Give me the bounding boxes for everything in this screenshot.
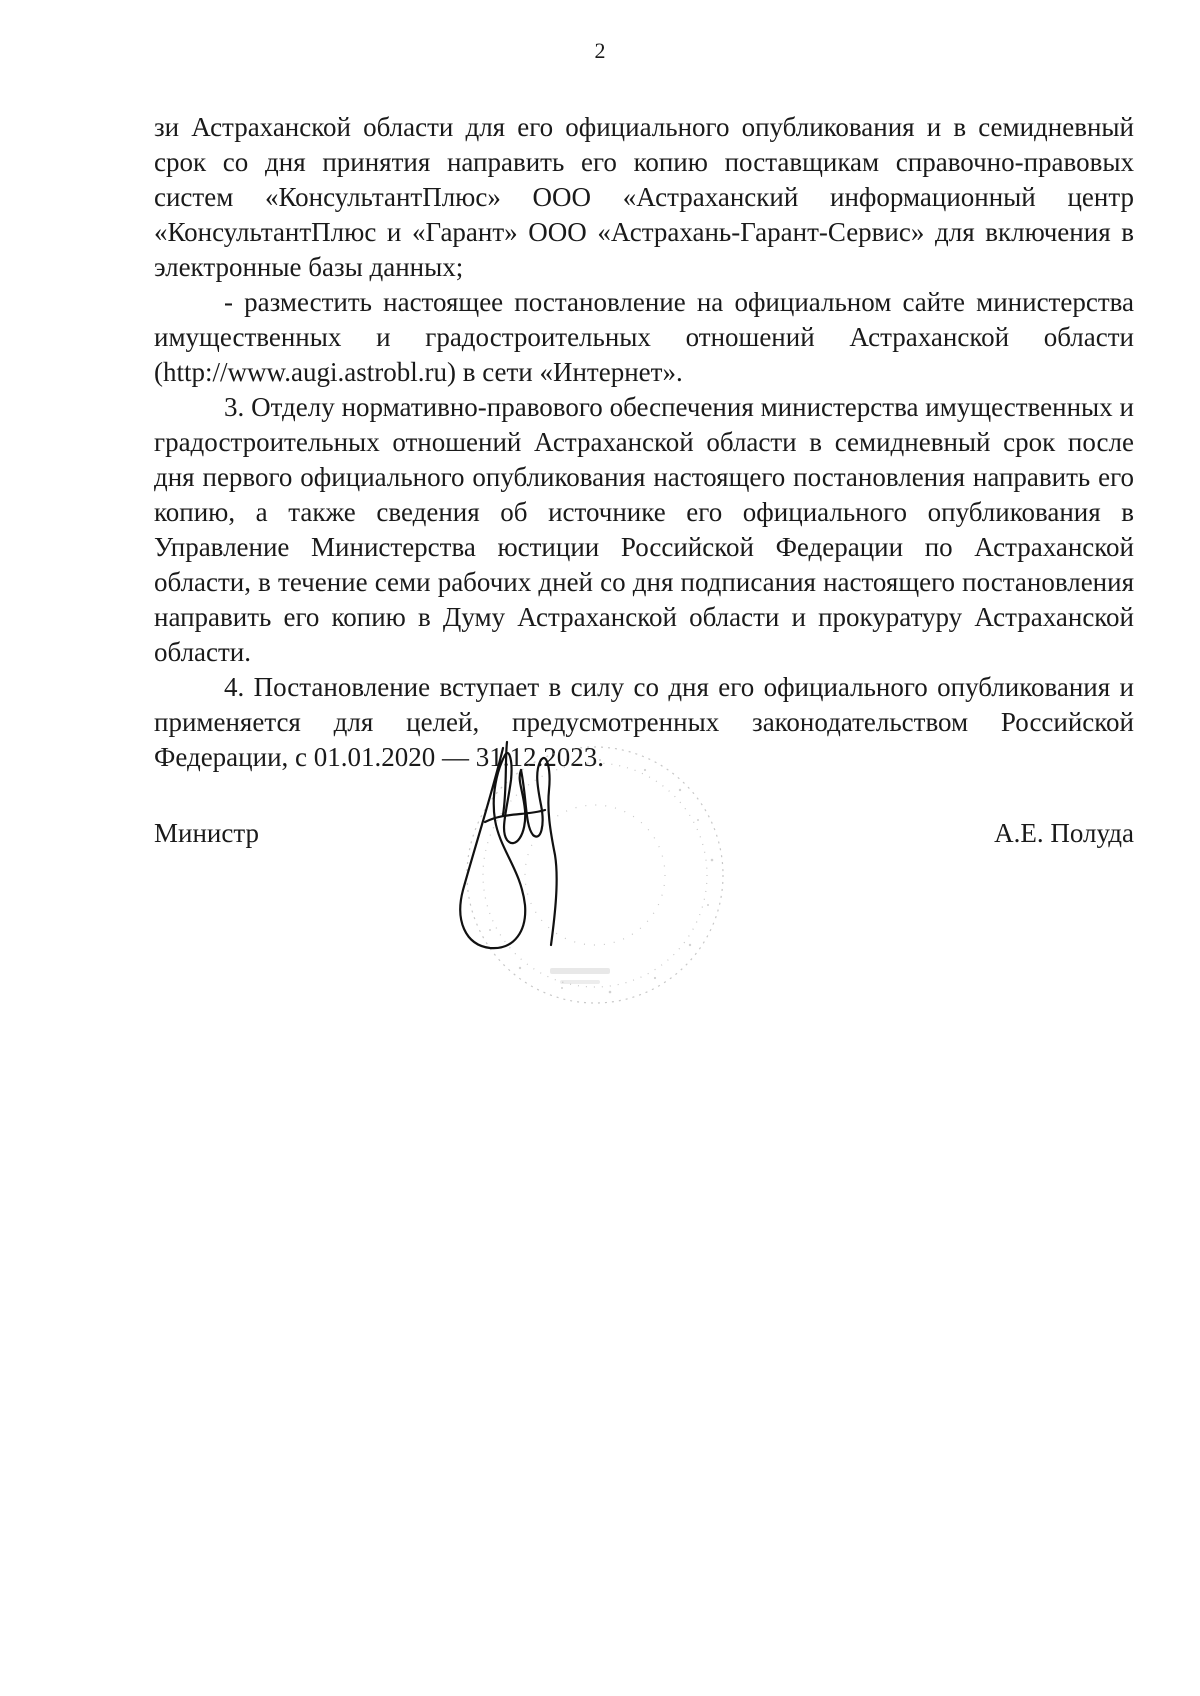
signer-name: А.Е. Полуда [994,818,1134,848]
paragraph-item-3: 3. Отделу нормативно-правового обеспечения министерства имущественных и градостроительных отношений Астраханской области в семидневный срок после дня первого официального опубликования настоящего постановления направить его копию, а также сведения об источнике его официального опубликования в Управление Министерства юстиции Российской Федерации по Астраханской области, в течение семи рабочих дней со дня подписания настоящего постановления направить его копию в Думу Астраханской области и прокуратуру Астраханской области. [154,392,1134,667]
paragraph-item-4: 4. Постановление вступает в силу со дня его официального опубликования и применяется для целей, предусмотренных законодательством Российской Федерации, с 01.01.2020 — 31.12.2023. [154,672,1134,772]
paragraph-continuation: зи Астраханской области для его официального опубликования и в семидневный срок со дня принятия направить его копию поставщикам справочно-правовых систем «КонсультантПлюс» ООО «Астраханский информационный центр «КонсультантПлюс и «Гарант» ООО «Астрахань-Гарант-Сервис» для включения в электронные базы данных; [154,112,1134,282]
signature-block [154,816,1134,856]
page-number: 2 [594,38,606,63]
signer-title: Министр [154,818,259,848]
paragraph-publish-website: - разместить настоящее постановление на официальном сайте министерства имущественных и градостроительных отношений Астраханской области (http://www.augi.astrobl.ru) в сети «Интернет». [154,287,1134,387]
document-body [154,110,1134,775]
